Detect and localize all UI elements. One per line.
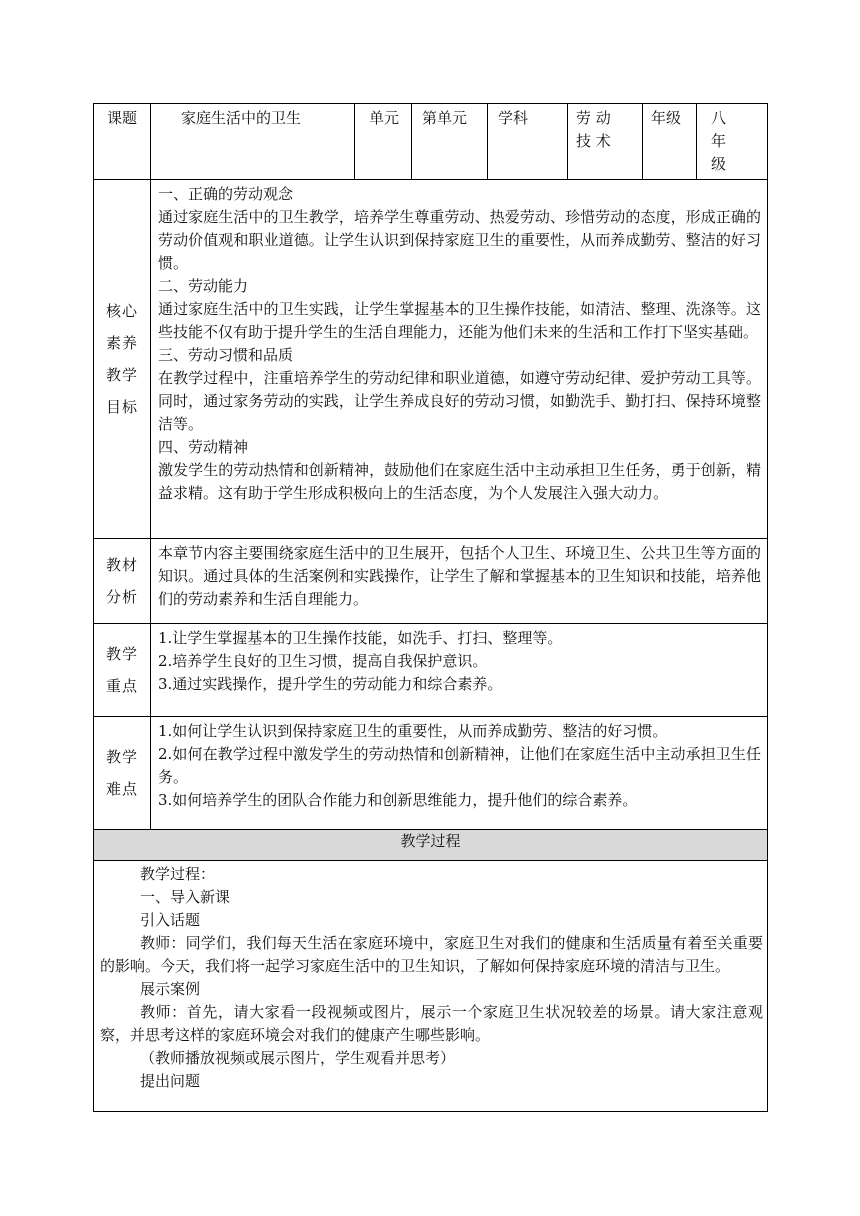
process-paragraph: 展示案例 xyxy=(140,980,201,998)
process-paragraph: 引入话题 xyxy=(140,911,201,929)
core-goals-heading-1: 一、正确的劳动观念 xyxy=(158,185,294,203)
difficulties-content xyxy=(151,717,768,830)
process-paragraph: 教师：首先，请大家看一段视频或图片，展示一个家庭卫生状况较差的场景。请大家注意观察，并思考这样的家庭环境会对我们的健康产生哪些影响。 xyxy=(100,1003,763,1044)
core-goals-heading-3: 三、劳动习惯和品质 xyxy=(158,346,294,364)
topic-label: 课题 xyxy=(94,104,151,180)
process-paragraph: 教学过程： xyxy=(140,865,216,883)
key-points-label: 教学重点 xyxy=(105,645,138,695)
subject-label: 学科 xyxy=(488,104,568,180)
core-goals-content xyxy=(151,180,768,539)
core-goals-row xyxy=(94,180,768,539)
header-row xyxy=(94,104,768,180)
key-points-content xyxy=(151,624,768,717)
grade-value xyxy=(697,104,768,180)
core-goals-label: 核心素养教学目标 xyxy=(105,302,138,416)
lesson-plan-table xyxy=(93,103,768,1112)
core-goals-text-2: 通过家庭生活中的卫生实践，让学生掌握基本的卫生操作技能，如清洁、整理、洗涤等。这些技能不仅有助于提升学生的生活自理能力，还能为他们未来的生活和工作打下坚实基础。 xyxy=(158,300,761,341)
core-goals-text-3: 在教学过程中，注重培养学生的劳动纪律和职业道德，如遵守劳动纪律、爱护劳动工具等。同时，通过家务劳动的实践，让学生养成良好的劳动习惯，如勤洗手、勤打扫、保持环境整洁等。 xyxy=(158,369,761,433)
process-body-row xyxy=(94,861,768,1112)
subject-value-line2: 技 术 xyxy=(576,132,611,150)
material-row xyxy=(94,539,768,624)
unit-label: 单元 xyxy=(355,104,412,180)
process-paragraph: 提出问题 xyxy=(140,1072,201,1090)
difficulty-item: 2.如何在教学过程中激发学生的劳动热情和创新精神，让他们在家庭生活中主动承担卫生任务。 xyxy=(158,745,761,786)
key-point-item: 3.通过实践操作，提升学生的劳动能力和综合素养。 xyxy=(158,675,503,693)
process-header-row xyxy=(94,830,768,861)
core-goals-heading-4: 四、劳动精神 xyxy=(158,438,249,456)
unit-value: 第单元 xyxy=(412,104,488,180)
process-paragraph: 一、导入新课 xyxy=(140,888,231,906)
difficulties-row xyxy=(94,717,768,830)
material-label: 教材分析 xyxy=(105,556,138,606)
process-paragraph: （教师播放视频或展示图片，学生观看并思考） xyxy=(140,1049,456,1067)
key-points-row xyxy=(94,624,768,717)
grade-value-line1: 八 年 xyxy=(711,109,735,150)
difficulties-label: 教学难点 xyxy=(105,748,138,798)
key-points-label-cell xyxy=(94,624,151,717)
subject-value-line1: 劳 动 xyxy=(576,109,611,127)
core-goals-label-cell xyxy=(94,180,151,539)
process-content xyxy=(94,861,768,1112)
material-content: 本章节内容主要围绕家庭生活中的卫生展开，包括个人卫生、环境卫生、公共卫生等方面的知识。通过具体的生活案例和实践操作，让学生了解和掌握基本的卫生知识和技能，培养他们的劳动素养和生活自理能力。 xyxy=(151,539,768,624)
process-title: 教学过程 xyxy=(94,830,768,861)
difficulty-item: 1.如何让学生认识到保持家庭卫生的重要性，从而养成勤劳、整洁的好习惯。 xyxy=(158,722,668,740)
key-point-item: 1.让学生掌握基本的卫生操作技能，如洗手、打扫、整理等。 xyxy=(158,629,563,647)
process-paragraph: 教师：同学们，我们每天生活在家庭环境中，家庭卫生对我们的健康和生活质量有着至关重要的影响。今天，我们将一起学习家庭生活中的卫生知识，了解如何保持家庭环境的清洁与卫生。 xyxy=(100,934,763,975)
grade-label: 年级 xyxy=(643,104,697,180)
key-point-item: 2.培养学生良好的卫生习惯，提高自我保护意识。 xyxy=(158,652,488,670)
core-goals-text-4: 激发学生的劳动热情和创新精神，鼓励他们在家庭生活中主动承担卫生任务，勇于创新，精益求精。这有助于学生形成积极向上的生活态度，为个人发展注入强大动力。 xyxy=(158,461,761,502)
grade-value-line2: 级 xyxy=(711,155,727,173)
core-goals-heading-2: 二、劳动能力 xyxy=(158,277,249,295)
difficulties-label-cell xyxy=(94,717,151,830)
core-goals-text-1: 通过家庭生活中的卫生教学，培养学生尊重劳动、热爱劳动、珍惜劳动的态度，形成正确的劳动价值观和职业道德。让学生认识到保持家庭卫生的重要性，从而养成勤劳、整洁的好习惯。 xyxy=(158,208,761,272)
topic-value: 家庭生活中的卫生 xyxy=(151,104,355,180)
subject-value xyxy=(568,104,643,180)
material-label-cell xyxy=(94,539,151,624)
difficulty-item: 3.如何培养学生的团队合作能力和创新思维能力，提升他们的综合素养。 xyxy=(158,791,638,809)
